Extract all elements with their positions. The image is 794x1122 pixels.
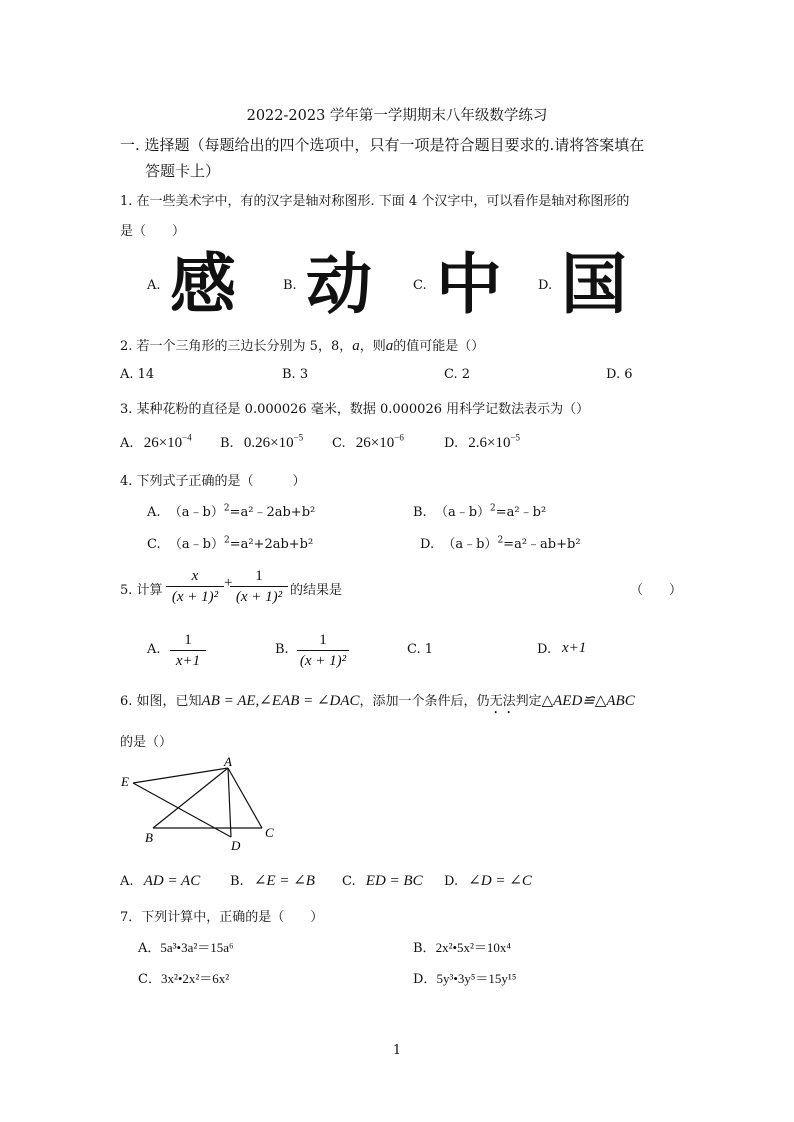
- q5-prefix: 5. 计算: [120, 583, 163, 598]
- q3-option-b: B. $0.26\times 10^{-5}$: [220, 432, 304, 451]
- q7-stem: 7．下列计算中，正确的是（ ）: [120, 910, 324, 925]
- q4-stem: 4. 下列式子正确的是（ ）: [120, 474, 306, 489]
- q1-stem-cont: 是（ ）: [120, 224, 186, 239]
- q5-answer-bracket: （ ）: [630, 583, 683, 598]
- q7-option-d: D．5y³•3y⁵＝15y¹⁵: [413, 971, 517, 987]
- q1-option-c-char: 中: [436, 246, 502, 323]
- q4-option-a: A. （a﹣b）$^2$=a²﹣2ab+b²: [147, 503, 316, 520]
- figure-label-d: D: [231, 838, 241, 853]
- q4-option-b: B. （a﹣b）$^2$=a²﹣b²: [413, 503, 547, 520]
- section-heading-cont: 答题卡上）: [145, 162, 221, 180]
- figure-label-c: C: [265, 825, 274, 840]
- q1-option-a-char: 感: [170, 246, 236, 323]
- q7-option-b: B．2x²•5x²＝10x⁴: [413, 940, 511, 956]
- q6-option-d: D. ∠D = ∠C: [444, 873, 532, 889]
- q1-option-d-char: 国: [561, 246, 627, 323]
- q1-option-d-label: D.: [538, 278, 553, 293]
- q5-fraction-2: $\frac{1}{\text{(x + 1)²}}$: [230, 566, 288, 607]
- q2-option-c: C. 2: [444, 367, 471, 382]
- figure-label-b: B: [145, 830, 153, 845]
- figure-label-a: A: [224, 754, 232, 769]
- page-title: 2022-2023 学年第一学期期末八年级数学练习: [246, 108, 548, 124]
- q4-option-d: D. （a﹣b）$^2$=a²﹣ab+b²: [420, 535, 581, 552]
- q5-option-a-label: A.: [147, 642, 161, 657]
- q2-option-d: D. 6: [606, 367, 633, 382]
- q3-stem: 3. 某种花粉的直径是 0.000026 毫米，数据 0.000026 用科学记数法表示为（）: [120, 402, 590, 417]
- q2-option-a: A. 14: [120, 367, 155, 382]
- q5-fraction-1: $\frac{x}{\text{(x + 1)²}}$: [166, 566, 224, 607]
- q1-option-b-char: 动: [306, 246, 372, 323]
- q1-option-a-label: A.: [147, 278, 161, 293]
- q5-option-c: C. 1: [407, 642, 434, 657]
- q3-option-a: A. $26\times 10^{-4}$: [120, 432, 192, 451]
- q7-option-c: C．3x²•2x²＝6x²: [138, 971, 230, 987]
- q6-stem: 6. 如图，已知AB = AE,∠EAB = ∠DAC，添加一个条件后，仍无法判定△AED≌△ABC: [120, 693, 635, 709]
- q1-option-b-label: B.: [283, 278, 297, 293]
- q6-option-a: A. AD = AC: [120, 873, 201, 889]
- q1-stem: 1. 在一些美术字中，有的汉字是轴对称图形. 下面 4 个汉字中，可以看作是轴对称图形的: [120, 194, 630, 209]
- q5-option-d-label: D.: [537, 642, 552, 657]
- q6-option-b: B. ∠E = ∠B: [230, 873, 315, 889]
- page-number: 1: [392, 1043, 402, 1058]
- q2-option-b: B. 3: [282, 367, 309, 382]
- figure-label-e: E: [121, 774, 129, 789]
- q6-stem-cont: 的是（）: [120, 735, 173, 750]
- q5-option-d-value: x+1: [562, 640, 587, 656]
- q5-option-b-fraction: $\frac{1}{\text{(x + 1)²}}$: [297, 630, 349, 671]
- q6-triangle-figure: [110, 752, 290, 856]
- q6-option-c: C. ED = BC: [342, 873, 423, 889]
- q3-option-c: C. $26\times 10^{-6}$: [332, 432, 404, 451]
- q5-suffix: 的结果是: [290, 583, 343, 598]
- q3-option-d: D. $2.6\times 10^{-5}$: [444, 432, 521, 451]
- q5-option-b-label: B.: [275, 642, 289, 657]
- q7-option-a: A．5a³•3a²＝15a⁶: [138, 940, 234, 956]
- q4-option-c: C. （a﹣b）$^2$=a²+2ab+b²: [147, 535, 314, 552]
- q2-stem: 2. 若一个三角形的三边长分别为 5，8，a，则a的值可能是（）: [120, 338, 485, 354]
- q5-option-a-fraction: $\frac{1}{x+1}$: [170, 630, 206, 671]
- q5-plus: +: [224, 575, 233, 591]
- q1-option-c-label: C.: [413, 278, 427, 293]
- section-heading: 一. 选择题（每题给出的四个选项中，只有一项是符合题目要求的.请将答案填在: [120, 136, 645, 154]
